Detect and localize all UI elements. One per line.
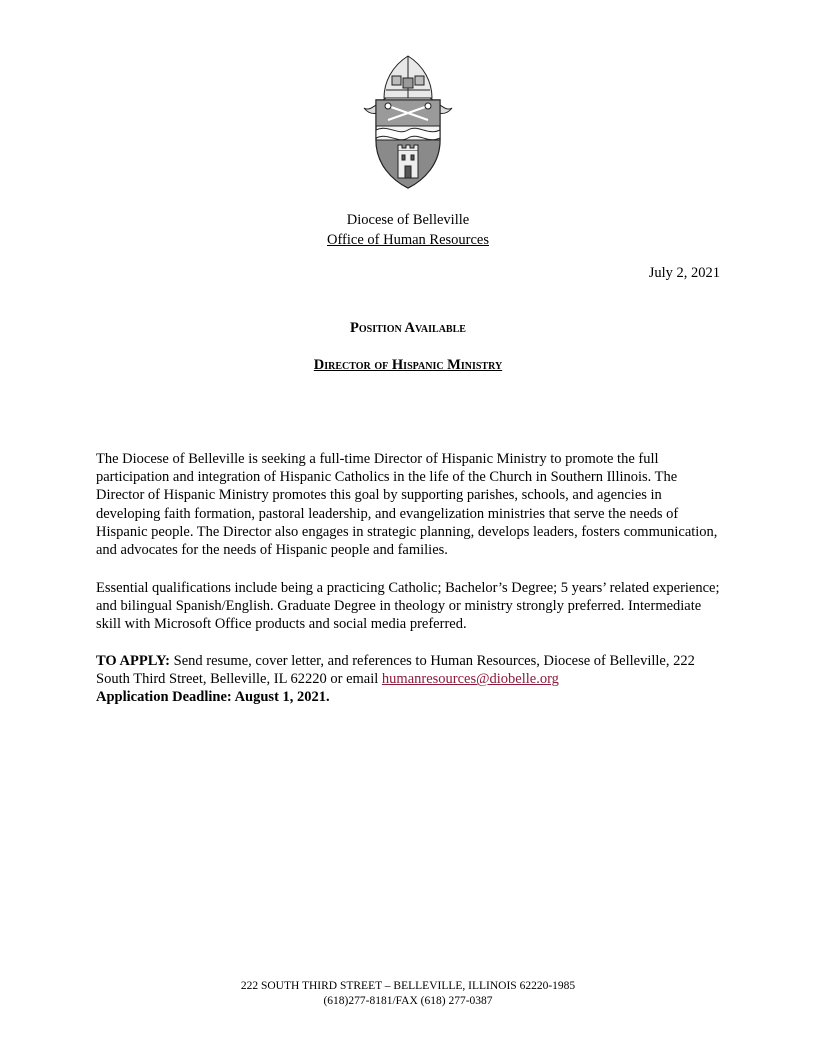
apply-label: TO APPLY:	[96, 653, 171, 669]
position-available-heading: Position Available	[350, 320, 466, 336]
letterhead	[0, 210, 816, 250]
qualifications-paragraph: Essential qualifications include being a practicing Catholic; Bachelor’s Degree; 5 years’ related experience; and bilingual Spanish/English. Graduate Degree in theology or ministry strongly preferred. Intermediate skill with Microsoft Office products and social media preferred.	[96, 580, 720, 633]
apply-paragraph	[96, 652, 722, 707]
footer-address: 222 SOUTH THIRD STREET – BELLEVILLE, ILLINOIS 62220-1985	[240, 980, 576, 992]
job-description-paragraph: The Diocese of Belleville is seeking a full-time Director of Hispanic Ministry to promote the full participation and integration of Hispanic Catholics in the life of the Church in Southern Illinois. The Director of Hispanic Ministry promotes this goal by supporting parishes, schools, and agencies in developing faith formation, pastoral leadership, and evangelization ministries that serve the needs of Hispanic people. The Director also engages in strategic planning, develops leaders, fosters communication, and advocates for the needs of Hispanic people and families.	[96, 451, 718, 559]
office-name: Office of Human Resources	[327, 232, 489, 248]
email-link[interactable]: humanresources@diobelle.org	[381, 671, 559, 688]
letter-date: July 2, 2021	[648, 265, 720, 281]
apply-instructions: Send resume, cover letter, and references to Human Resources, Diocese of Belleville, 222 South Third Street, Belleville, IL 62220 or email	[96, 653, 695, 688]
job-title-heading: Director of Hispanic Ministry	[313, 357, 503, 373]
application-deadline: Application Deadline: August 1, 2021.	[96, 689, 330, 706]
footer-phone: (618)277-8181/FAX (618) 277-0387	[323, 995, 493, 1007]
diocese-coat-of-arms-logo	[362, 54, 454, 190]
organization-name: Diocese of Belleville	[346, 212, 470, 228]
